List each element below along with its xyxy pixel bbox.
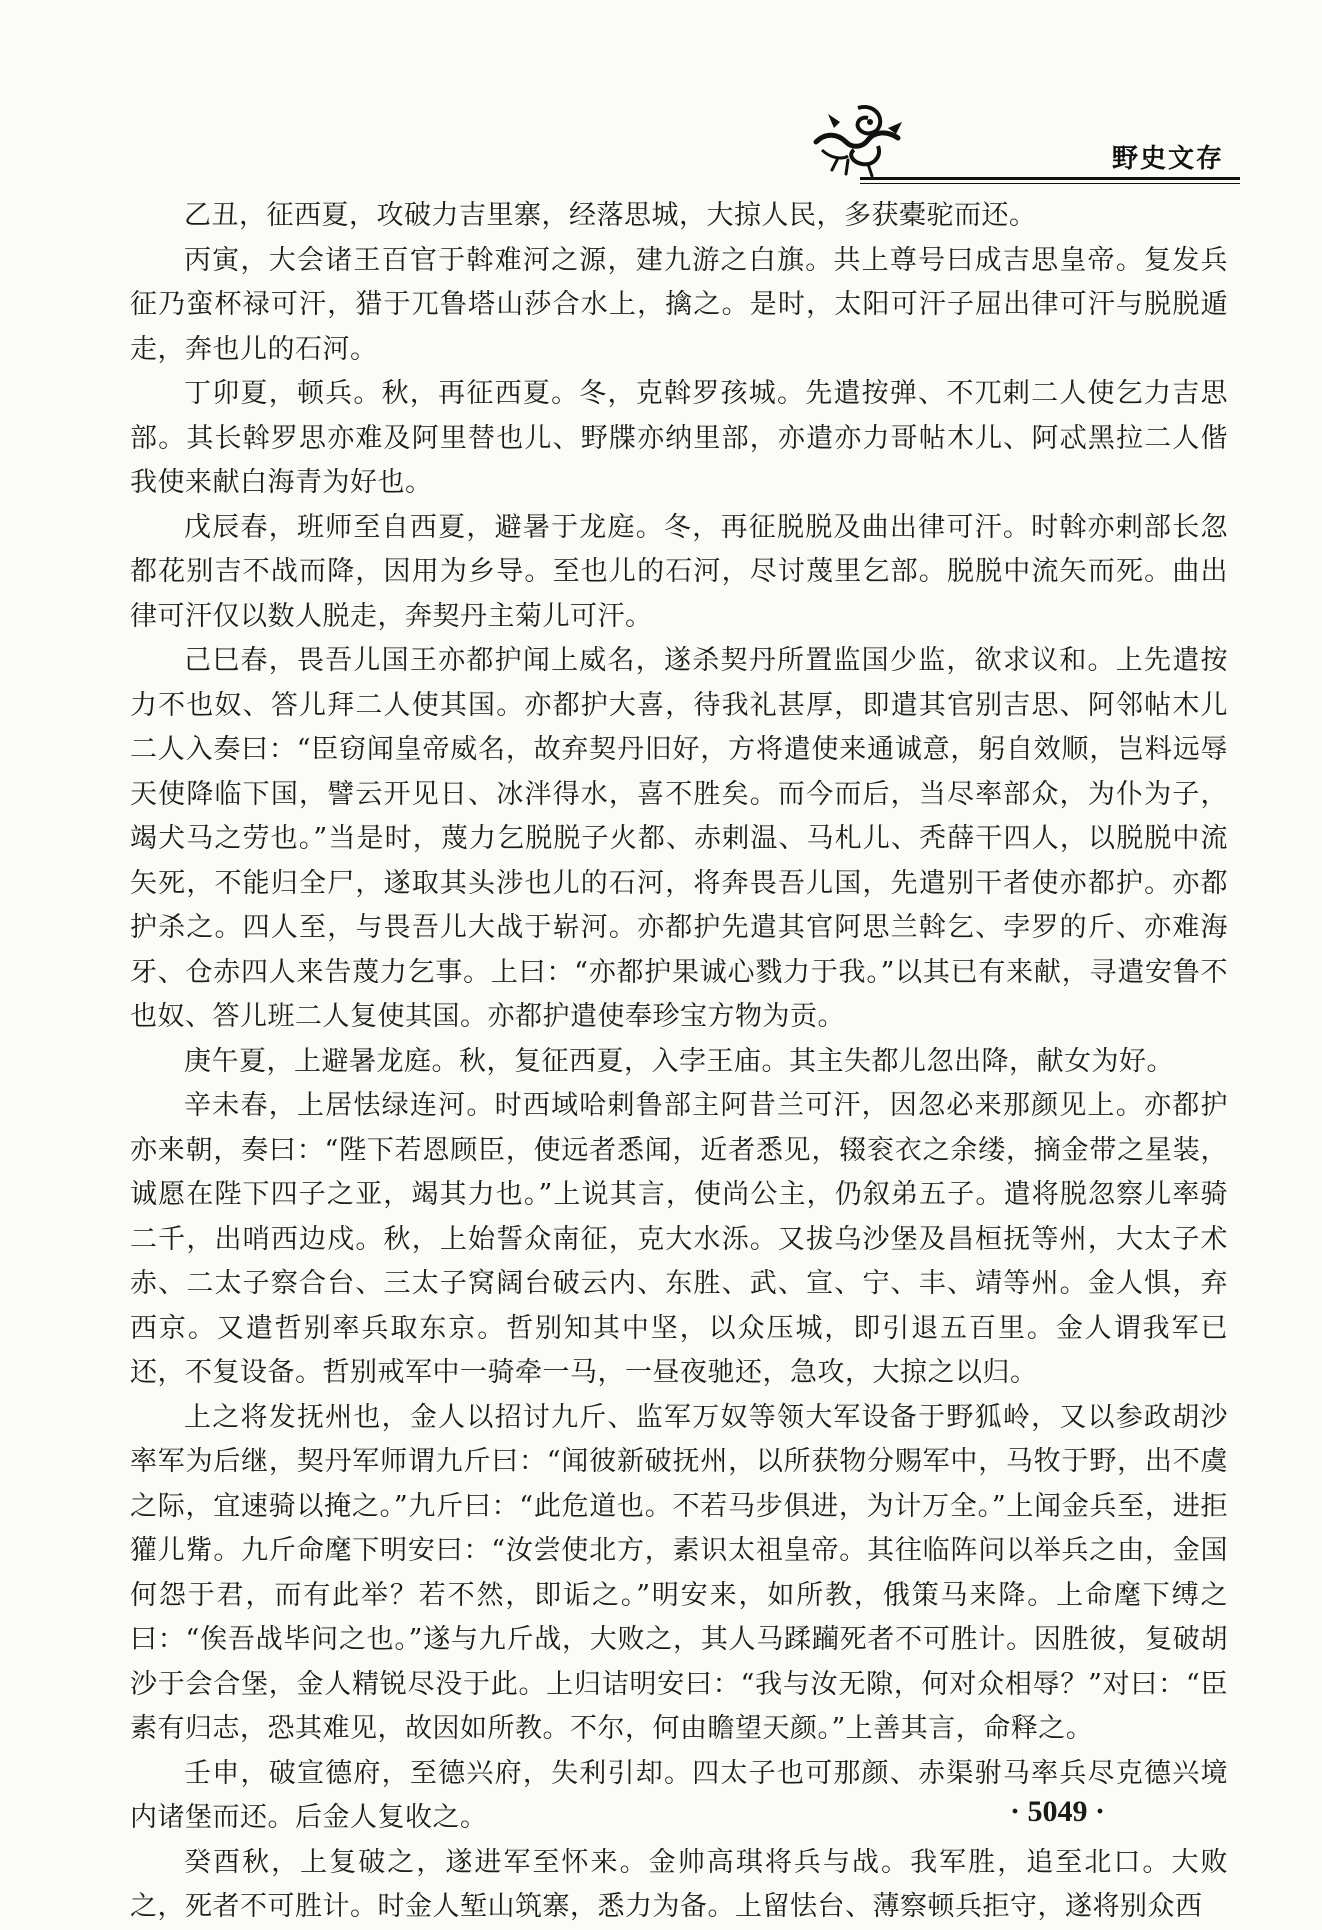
paragraph: 乙丑，征西夏，攻破力吉里寨，经落思城，大掠人民，多获橐驼而还。 — [184, 200, 1037, 231]
page-header — [0, 0, 1322, 190]
body-text — [130, 194, 1228, 1930]
series-title: 野史文存 — [1112, 144, 1225, 174]
paragraph: 上之将发抚州也，金人以招讨九斤、监军万奴等领大军设备于野狐岭，又以参政胡沙率军为后继，契丹军师谓九斤曰：“闻彼新破抚州，以所获物分赐军中，马牧于野，出不虞之际，宜速骑以掩之。”九斤曰：“此危道也。不若马步俱进，为计万全。”上闻金兵至，进拒獾儿觜。九斤命麾下明安曰：“汝尝使北方，素识太祖皇帝。其往临阵问以举兵之由，金国何怨于君，而有此举？若不然，即诟之。”明安来，如所教，俄策马来降。上命麾下缚之曰：“俟吾战毕问之也。”遂与九斤战，大败之，其人马蹂躏死者不可胜计。因胜彼，复破胡沙于会合堡，金人精锐尽没于此。上归诘明安曰：“我与汝无隙，何对众相辱？”对曰：“臣素有归志，恐其难见，故因如所教。不尔，何由瞻望天颜。”上善其言，命释之。 — [130, 1401, 1228, 1744]
paragraph: 丙寅，大会诸王百官于斡难河之源，建九游之白旗。共上尊号曰成吉思皇帝。复发兵征乃蛮杯禄可汗，猎于兀鲁塔山莎合水上，擒之。是时，太阳可汗子屈出律可汗与脱脱遁走，奔也儿的石河。 — [130, 244, 1228, 365]
paragraph: 庚午夏，上避暑龙庭。秋，复征西夏，入孛王庙。其主失都儿忽出降，献女为好。 — [184, 1045, 1174, 1077]
paragraph: 己巳春，畏吾儿国王亦都护闻上威名，遂杀契丹所置监国少监，欲求议和。上先遣按力不也奴、答儿拜二人使其国。亦都护大喜，待我礼甚厚，即遣其官别吉思、阿邻帖木儿二人入奏曰：“臣窃闻皇帝威名，故弃契丹旧好，方将遣使来通诚意，躬自效顺，岂料远辱天使降临下国，譬云开见日、冰泮得水，喜不胜矣。而今而后，当尽率部众，为仆为子，竭犬马之劳也。”当是时，蔑力乞脱脱子火都、赤剌温、马札儿、秃薛干四人，以脱脱中流矢死，不能归全尸，遂取其头涉也儿的石河，将奔畏吾儿国，先遣别干者使亦都护。亦都护杀之。四人至，与畏吾儿大战于崭河。亦都护先遣其官阿思兰斡乞、孛罗的斤、亦难海牙、仓赤四人来告蔑力乞事。上曰：“亦都护果诚心戮力于我。”以其已有来献，寻遣安鲁不也奴、答儿班二人复使其国。亦都护遣使奉珍宝方物为贡。 — [130, 645, 1228, 1032]
header-rule-thin — [860, 183, 1240, 184]
header-rule — [860, 177, 1240, 180]
dragon-emblem-icon — [808, 98, 908, 178]
page-number: · 5049 · — [1010, 1795, 1106, 1828]
paragraph: 丁卯夏，顿兵。秋，再征西夏。冬，克斡罗孩城。先遣按弹、不兀剌二人使乞力吉思部。其长斡罗思亦难及阿里替也儿、野牒亦纳里部，亦遣亦力哥帖木儿、阿忒黑拉二人偕我使来献白海青为好也。 — [130, 378, 1228, 498]
paragraph: 壬申，破宣德府，至德兴府，失利引却。四太子也可那颜、赤渠驸马率兵尽克德兴境内诸堡而还。后金人复收之。 — [130, 1757, 1228, 1833]
paragraph: 癸酉秋，上复破之，遂进军至怀来。金帅高琪将兵与战。我军胜，追至北口。大败之，死者不可胜计。时金人堑山筑寨，悉力为备。上留怯台、薄察顿兵拒守，遂将别众西 — [130, 1846, 1228, 1922]
paragraph: 辛未春，上居怯绿连河。时西域哈剌鲁部主阿昔兰可汗，因忽必来那颜见上。亦都护亦来朝，奏曰：“陛下若恩顾臣，使远者悉闻，近者悉见，辍衮衣之余缕，摘金带之星装，诚愿在陛下四子之亚，竭其力也。”上说其言，使尚公主，仍叙弟五子。遣将脱忽察儿率骑二千，出哨西边戍。秋，上始誓众南征，克大水泺。又拔乌沙堡及昌桓抚等州，大太子术赤、二太子察合台、三太子窝阔台破云内、东胜、武、宣、宁、丰、靖等州。金人惧，弃西京。又遣哲别率兵取东京。哲别知其中坚，以众压城，即引退五百里。金人谓我军已还，不复设备。哲别戒军中一骑牵一马，一昼夜驰还，急攻，大掠之以归。 — [130, 1090, 1228, 1388]
paragraph: 戊辰春，班师至自西夏，避暑于龙庭。冬，再征脱脱及曲出律可汗。时斡亦剌部长忽都花别吉不战而降，因用为乡导。至也儿的石河，尽讨蔑里乞部。脱脱中流矢而死。曲出律可汗仅以数人脱走，奔契丹主菊儿可汗。 — [130, 511, 1228, 632]
